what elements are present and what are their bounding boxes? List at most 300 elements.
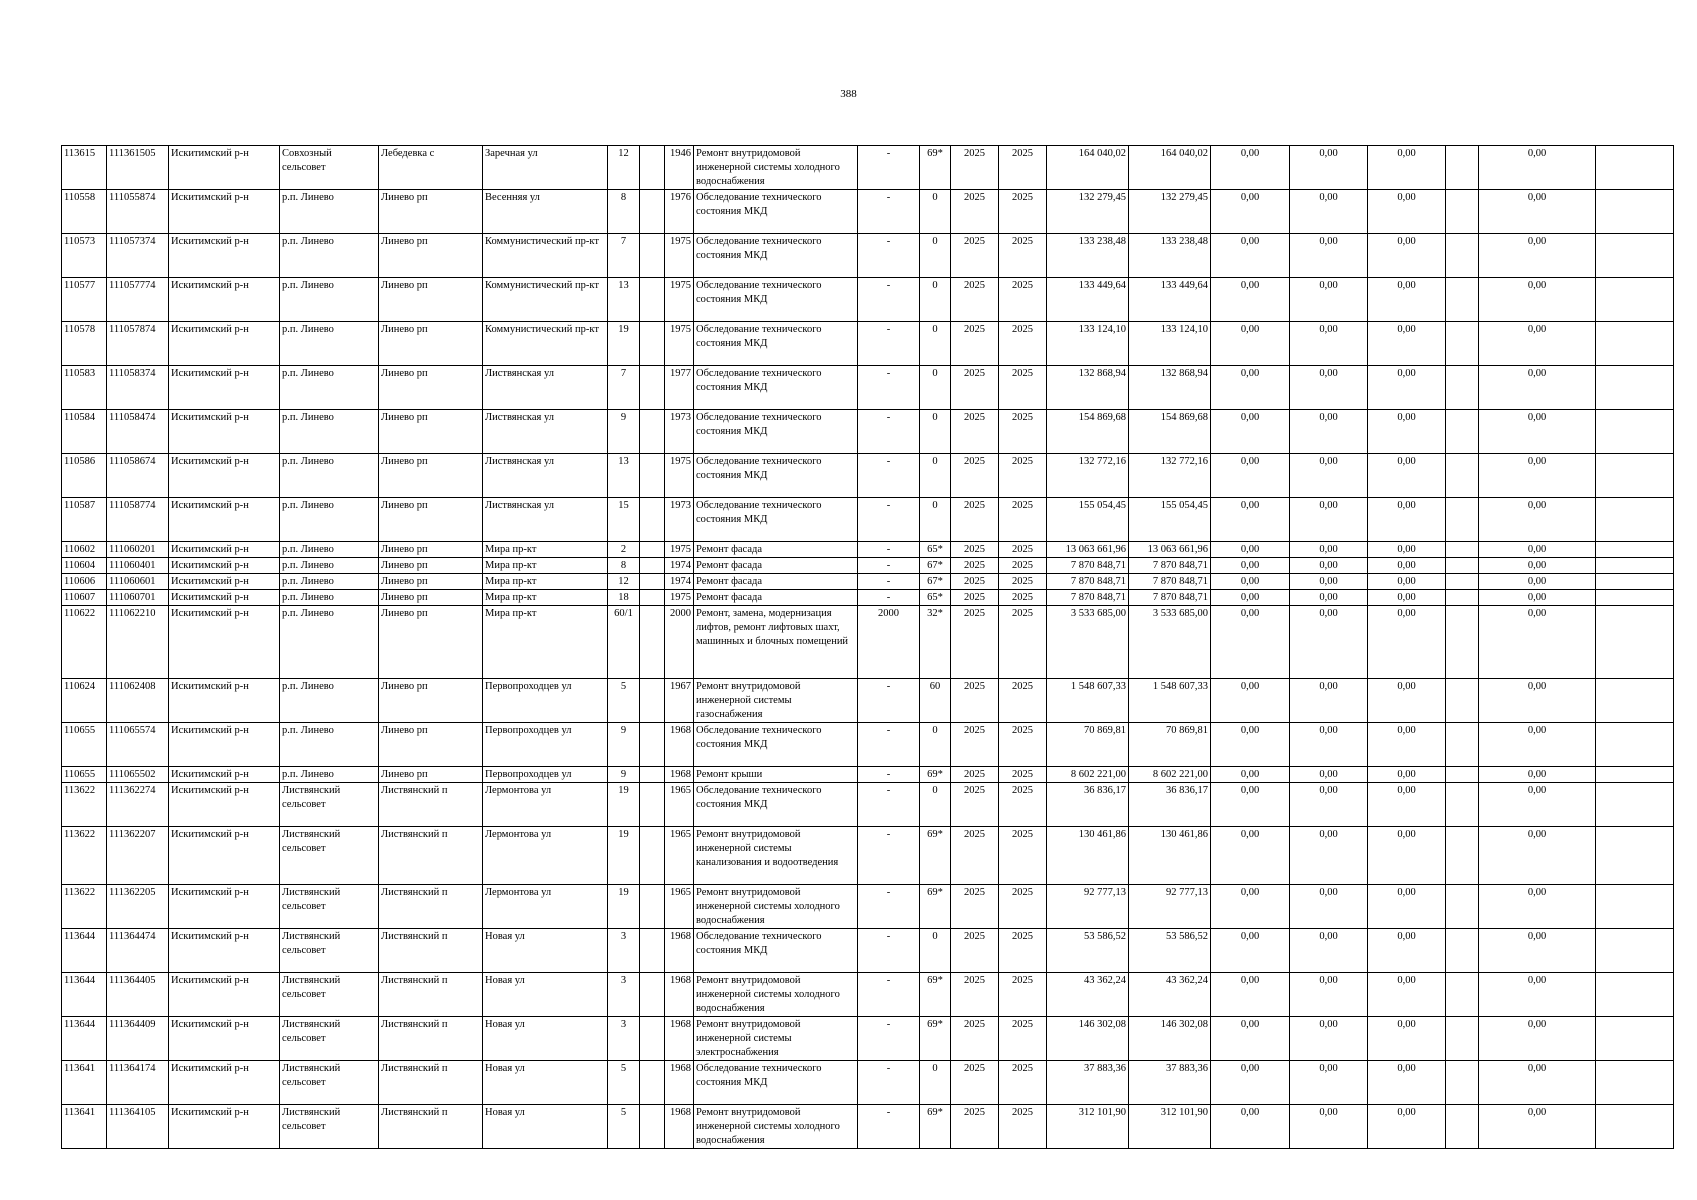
cell-street: Листвянская ул bbox=[483, 454, 608, 498]
cell-building bbox=[640, 498, 665, 542]
cell-house-id: 113622 bbox=[62, 827, 107, 885]
cell-house-number: 19 bbox=[608, 783, 640, 827]
cell-street: Новая ул bbox=[483, 1061, 608, 1105]
table-row bbox=[62, 542, 1674, 558]
cell-tail bbox=[1596, 542, 1674, 558]
cell-cost-5: 0,00 bbox=[1479, 146, 1596, 190]
cell-house-id: 110607 bbox=[62, 590, 107, 606]
cell-tail bbox=[1596, 679, 1674, 723]
cell-building bbox=[640, 827, 665, 885]
cell-year-from: 2025 bbox=[951, 679, 999, 723]
cell-district: Искитимский р-н bbox=[169, 542, 280, 558]
cell-cost-4: 0,00 bbox=[1368, 1061, 1446, 1105]
cell-house-number: 7 bbox=[608, 366, 640, 410]
cell-cost-3: 0,00 bbox=[1290, 767, 1368, 783]
cell-municipality: Листвянский сельсовет bbox=[280, 1105, 379, 1149]
cell-house-number: 19 bbox=[608, 827, 640, 885]
cell-cost-2: 0,00 bbox=[1211, 234, 1290, 278]
cell-work-type: Обследование технического состояния МКД bbox=[694, 723, 858, 767]
cell-building bbox=[640, 234, 665, 278]
cell-building bbox=[640, 366, 665, 410]
cell-wear-percent: 67* bbox=[920, 574, 951, 590]
cell-cost-3: 0,00 bbox=[1290, 366, 1368, 410]
cell-year-built: 1975 bbox=[665, 590, 694, 606]
cell-tail bbox=[1596, 973, 1674, 1017]
cell-work-id: 111058774 bbox=[107, 498, 169, 542]
cell-blank bbox=[1446, 146, 1479, 190]
cell-cost-2: 0,00 bbox=[1211, 767, 1290, 783]
cell-building bbox=[640, 1061, 665, 1105]
cell-settlement: Листвянский п bbox=[379, 827, 483, 885]
cell-house-number: 3 bbox=[608, 973, 640, 1017]
cell-work-type: Обследование технического состояния МКД bbox=[694, 410, 858, 454]
cell-building bbox=[640, 574, 665, 590]
cell-year-from: 2025 bbox=[951, 454, 999, 498]
cell-blank bbox=[1446, 1061, 1479, 1105]
cell-year-to: 2025 bbox=[999, 558, 1047, 574]
cell-cost-4: 0,00 bbox=[1368, 542, 1446, 558]
cell-cost-4: 0,00 bbox=[1368, 322, 1446, 366]
cell-municipality: р.п. Линево bbox=[280, 590, 379, 606]
cell-total-cost: 133 124,10 bbox=[1047, 322, 1129, 366]
cell-district: Искитимский р-н bbox=[169, 1061, 280, 1105]
cell-work-id: 111058674 bbox=[107, 454, 169, 498]
cell-cost-3: 0,00 bbox=[1290, 454, 1368, 498]
cell-year-built: 1975 bbox=[665, 234, 694, 278]
cell-work-type: Ремонт фасада bbox=[694, 542, 858, 558]
cell-work-id: 111361505 bbox=[107, 146, 169, 190]
cell-cost-3: 0,00 bbox=[1290, 498, 1368, 542]
cell-work-id: 111060201 bbox=[107, 542, 169, 558]
cell-wear-percent: 0 bbox=[920, 190, 951, 234]
cell-year-from: 2025 bbox=[951, 190, 999, 234]
cell-work-type: Обследование технического состояния МКД bbox=[694, 454, 858, 498]
table-row bbox=[62, 366, 1674, 410]
cell-building bbox=[640, 1017, 665, 1061]
cell-cost-4: 0,00 bbox=[1368, 606, 1446, 679]
cell-work-id: 111055874 bbox=[107, 190, 169, 234]
cell-settlement: Листвянский п bbox=[379, 929, 483, 973]
cell-house-number: 2 bbox=[608, 542, 640, 558]
cell-district: Искитимский р-н bbox=[169, 590, 280, 606]
cell-building bbox=[640, 190, 665, 234]
table-row bbox=[62, 574, 1674, 590]
cell-year-to: 2025 bbox=[999, 190, 1047, 234]
cell-year-to: 2025 bbox=[999, 234, 1047, 278]
cell-cost-fund: 164 040,02 bbox=[1129, 146, 1211, 190]
cell-cost-fund: 13 063 661,96 bbox=[1129, 542, 1211, 558]
cell-year-from: 2025 bbox=[951, 885, 999, 929]
cell-year-built: 1975 bbox=[665, 454, 694, 498]
cell-year-built: 1975 bbox=[665, 322, 694, 366]
cell-lift-year: - bbox=[858, 1105, 920, 1149]
cell-municipality: Листвянский сельсовет bbox=[280, 929, 379, 973]
cell-year-built: 1968 bbox=[665, 767, 694, 783]
cell-year-built: 1965 bbox=[665, 827, 694, 885]
cell-municipality: Листвянский сельсовет bbox=[280, 783, 379, 827]
cell-cost-4: 0,00 bbox=[1368, 190, 1446, 234]
cell-house-number: 9 bbox=[608, 767, 640, 783]
cell-district: Искитимский р-н bbox=[169, 973, 280, 1017]
cell-district: Искитимский р-н bbox=[169, 1105, 280, 1149]
cell-total-cost: 1 548 607,33 bbox=[1047, 679, 1129, 723]
cell-house-id: 113644 bbox=[62, 929, 107, 973]
cell-cost-4: 0,00 bbox=[1368, 723, 1446, 767]
cell-house-number: 8 bbox=[608, 558, 640, 574]
cell-year-from: 2025 bbox=[951, 1017, 999, 1061]
table-row bbox=[62, 827, 1674, 885]
cell-tail bbox=[1596, 410, 1674, 454]
cell-blank bbox=[1446, 723, 1479, 767]
cell-municipality: Совхозный сельсовет bbox=[280, 146, 379, 190]
cell-cost-fund: 92 777,13 bbox=[1129, 885, 1211, 929]
cell-wear-percent: 60 bbox=[920, 679, 951, 723]
cell-year-from: 2025 bbox=[951, 558, 999, 574]
cell-year-from: 2025 bbox=[951, 606, 999, 679]
cell-cost-5: 0,00 bbox=[1479, 783, 1596, 827]
cell-work-id: 111060601 bbox=[107, 574, 169, 590]
cell-cost-5: 0,00 bbox=[1479, 1017, 1596, 1061]
cell-total-cost: 133 449,64 bbox=[1047, 278, 1129, 322]
table-row bbox=[62, 1017, 1674, 1061]
table-row bbox=[62, 973, 1674, 1017]
cell-cost-fund: 43 362,24 bbox=[1129, 973, 1211, 1017]
cell-cost-5: 0,00 bbox=[1479, 190, 1596, 234]
cell-wear-percent: 0 bbox=[920, 783, 951, 827]
cell-wear-percent: 69* bbox=[920, 1017, 951, 1061]
cell-total-cost: 133 238,48 bbox=[1047, 234, 1129, 278]
cell-year-to: 2025 bbox=[999, 454, 1047, 498]
cell-tail bbox=[1596, 1017, 1674, 1061]
cell-cost-3: 0,00 bbox=[1290, 234, 1368, 278]
cell-year-to: 2025 bbox=[999, 1105, 1047, 1149]
cell-total-cost: 8 602 221,00 bbox=[1047, 767, 1129, 783]
cell-street: Лермонтова ул bbox=[483, 827, 608, 885]
cell-settlement: Линево рп bbox=[379, 679, 483, 723]
cell-blank bbox=[1446, 606, 1479, 679]
cell-cost-2: 0,00 bbox=[1211, 827, 1290, 885]
cell-year-built: 1946 bbox=[665, 146, 694, 190]
cell-municipality: Листвянский сельсовет bbox=[280, 885, 379, 929]
cell-cost-2: 0,00 bbox=[1211, 885, 1290, 929]
cell-house-number: 60/1 bbox=[608, 606, 640, 679]
cell-cost-fund: 7 870 848,71 bbox=[1129, 558, 1211, 574]
cell-cost-3: 0,00 bbox=[1290, 558, 1368, 574]
cell-wear-percent: 69* bbox=[920, 1105, 951, 1149]
cell-settlement: Линево рп bbox=[379, 723, 483, 767]
cell-district: Искитимский р-н bbox=[169, 278, 280, 322]
cell-cost-fund: 70 869,81 bbox=[1129, 723, 1211, 767]
cell-house-number: 9 bbox=[608, 410, 640, 454]
cell-tail bbox=[1596, 454, 1674, 498]
cell-cost-4: 0,00 bbox=[1368, 146, 1446, 190]
cell-cost-2: 0,00 bbox=[1211, 322, 1290, 366]
cell-tail bbox=[1596, 146, 1674, 190]
cell-settlement: Линево рп bbox=[379, 542, 483, 558]
cell-street: Листвянская ул bbox=[483, 366, 608, 410]
cell-tail bbox=[1596, 1105, 1674, 1149]
cell-cost-2: 0,00 bbox=[1211, 1105, 1290, 1149]
cell-house-id: 113641 bbox=[62, 1105, 107, 1149]
cell-year-built: 1974 bbox=[665, 558, 694, 574]
cell-street: Мира пр-кт bbox=[483, 574, 608, 590]
cell-house-id: 113622 bbox=[62, 783, 107, 827]
cell-year-built: 1973 bbox=[665, 410, 694, 454]
cell-wear-percent: 0 bbox=[920, 366, 951, 410]
cell-cost-4: 0,00 bbox=[1368, 498, 1446, 542]
cell-cost-fund: 37 883,36 bbox=[1129, 1061, 1211, 1105]
cell-year-to: 2025 bbox=[999, 885, 1047, 929]
cell-cost-2: 0,00 bbox=[1211, 1017, 1290, 1061]
cell-tail bbox=[1596, 190, 1674, 234]
cell-cost-5: 0,00 bbox=[1479, 366, 1596, 410]
cell-municipality: р.п. Линево bbox=[280, 558, 379, 574]
cell-settlement: Линево рп bbox=[379, 574, 483, 590]
cell-lift-year: - bbox=[858, 723, 920, 767]
cell-year-from: 2025 bbox=[951, 827, 999, 885]
cell-work-type: Ремонт внутридомовой инженерной системы холодного водоснабжения bbox=[694, 973, 858, 1017]
cell-total-cost: 132 772,16 bbox=[1047, 454, 1129, 498]
cell-year-from: 2025 bbox=[951, 234, 999, 278]
cell-lift-year: - bbox=[858, 322, 920, 366]
cell-cost-2: 0,00 bbox=[1211, 190, 1290, 234]
cell-lift-year: - bbox=[858, 410, 920, 454]
cell-municipality: р.п. Линево bbox=[280, 723, 379, 767]
cell-municipality: р.п. Линево bbox=[280, 498, 379, 542]
cell-street: Первопроходцев ул bbox=[483, 679, 608, 723]
cell-year-from: 2025 bbox=[951, 146, 999, 190]
cell-building bbox=[640, 146, 665, 190]
cell-district: Искитимский р-н bbox=[169, 606, 280, 679]
cell-blank bbox=[1446, 679, 1479, 723]
cell-cost-4: 0,00 bbox=[1368, 1105, 1446, 1149]
cell-total-cost: 146 302,08 bbox=[1047, 1017, 1129, 1061]
cell-blank bbox=[1446, 1017, 1479, 1061]
cell-house-number: 7 bbox=[608, 234, 640, 278]
cell-municipality: р.п. Линево bbox=[280, 454, 379, 498]
cell-year-to: 2025 bbox=[999, 366, 1047, 410]
cell-total-cost: 70 869,81 bbox=[1047, 723, 1129, 767]
cell-cost-2: 0,00 bbox=[1211, 410, 1290, 454]
cell-cost-5: 0,00 bbox=[1479, 973, 1596, 1017]
cell-cost-3: 0,00 bbox=[1290, 783, 1368, 827]
cell-work-type: Ремонт фасада bbox=[694, 590, 858, 606]
cell-municipality: р.п. Линево bbox=[280, 410, 379, 454]
cell-municipality: р.п. Линево bbox=[280, 322, 379, 366]
cell-settlement: Линево рп bbox=[379, 322, 483, 366]
table-row bbox=[62, 558, 1674, 574]
cell-house-id: 113644 bbox=[62, 1017, 107, 1061]
cell-year-built: 1975 bbox=[665, 542, 694, 558]
cell-total-cost: 154 869,68 bbox=[1047, 410, 1129, 454]
cell-year-to: 2025 bbox=[999, 723, 1047, 767]
table-row bbox=[62, 679, 1674, 723]
cell-total-cost: 132 279,45 bbox=[1047, 190, 1129, 234]
cell-municipality: р.п. Линево bbox=[280, 542, 379, 558]
cell-blank bbox=[1446, 278, 1479, 322]
cell-building bbox=[640, 454, 665, 498]
cell-wear-percent: 69* bbox=[920, 885, 951, 929]
cell-house-id: 110578 bbox=[62, 322, 107, 366]
cell-cost-3: 0,00 bbox=[1290, 973, 1368, 1017]
cell-blank bbox=[1446, 558, 1479, 574]
table-row bbox=[62, 783, 1674, 827]
table-row bbox=[62, 234, 1674, 278]
cell-municipality: р.п. Линево bbox=[280, 767, 379, 783]
cell-total-cost: 7 870 848,71 bbox=[1047, 574, 1129, 590]
cell-blank bbox=[1446, 542, 1479, 558]
cell-work-id: 111057374 bbox=[107, 234, 169, 278]
cell-wear-percent: 0 bbox=[920, 322, 951, 366]
cell-tail bbox=[1596, 590, 1674, 606]
cell-cost-fund: 146 302,08 bbox=[1129, 1017, 1211, 1061]
cell-settlement: Линево рп bbox=[379, 590, 483, 606]
table-row bbox=[62, 885, 1674, 929]
cell-lift-year: - bbox=[858, 929, 920, 973]
cell-lift-year: - bbox=[858, 973, 920, 1017]
cell-year-to: 2025 bbox=[999, 929, 1047, 973]
cell-cost-fund: 8 602 221,00 bbox=[1129, 767, 1211, 783]
cell-cost-5: 0,00 bbox=[1479, 1105, 1596, 1149]
table-row bbox=[62, 767, 1674, 783]
cell-work-type: Обследование технического состояния МКД bbox=[694, 278, 858, 322]
cell-wear-percent: 32* bbox=[920, 606, 951, 679]
cell-work-type: Обследование технического состояния МКД bbox=[694, 498, 858, 542]
cell-year-built: 1967 bbox=[665, 679, 694, 723]
cell-total-cost: 43 362,24 bbox=[1047, 973, 1129, 1017]
cell-wear-percent: 0 bbox=[920, 410, 951, 454]
cell-blank bbox=[1446, 234, 1479, 278]
cell-cost-2: 0,00 bbox=[1211, 973, 1290, 1017]
cell-cost-fund: 132 279,45 bbox=[1129, 190, 1211, 234]
cell-house-id: 113615 bbox=[62, 146, 107, 190]
cell-total-cost: 53 586,52 bbox=[1047, 929, 1129, 973]
table-row bbox=[62, 590, 1674, 606]
cell-cost-3: 0,00 bbox=[1290, 146, 1368, 190]
cell-work-id: 111065502 bbox=[107, 767, 169, 783]
cell-house-number: 5 bbox=[608, 1061, 640, 1105]
table-body bbox=[62, 146, 1674, 1149]
cell-cost-3: 0,00 bbox=[1290, 322, 1368, 366]
cell-year-to: 2025 bbox=[999, 498, 1047, 542]
cell-municipality: Листвянский сельсовет bbox=[280, 827, 379, 885]
cell-total-cost: 312 101,90 bbox=[1047, 1105, 1129, 1149]
page-number: 388 bbox=[840, 88, 857, 100]
cell-street: Коммунистический пр-кт bbox=[483, 322, 608, 366]
cell-street: Коммунистический пр-кт bbox=[483, 234, 608, 278]
cell-year-built: 1965 bbox=[665, 783, 694, 827]
cell-year-built: 1974 bbox=[665, 574, 694, 590]
cell-house-number: 18 bbox=[608, 590, 640, 606]
cell-district: Искитимский р-н bbox=[169, 885, 280, 929]
cell-district: Искитимский р-н bbox=[169, 454, 280, 498]
table-row bbox=[62, 278, 1674, 322]
cell-year-built: 1968 bbox=[665, 1105, 694, 1149]
cell-wear-percent: 65* bbox=[920, 590, 951, 606]
cell-cost-4: 0,00 bbox=[1368, 679, 1446, 723]
cell-tail bbox=[1596, 1061, 1674, 1105]
cell-house-id: 110624 bbox=[62, 679, 107, 723]
cell-work-type: Обследование технического состояния МКД bbox=[694, 783, 858, 827]
cell-wear-percent: 67* bbox=[920, 558, 951, 574]
cell-street: Мира пр-кт bbox=[483, 558, 608, 574]
cell-house-number: 12 bbox=[608, 574, 640, 590]
cell-building bbox=[640, 783, 665, 827]
cell-year-built: 1977 bbox=[665, 366, 694, 410]
cell-lift-year: - bbox=[858, 234, 920, 278]
cell-year-to: 2025 bbox=[999, 1017, 1047, 1061]
cell-work-id: 111058374 bbox=[107, 366, 169, 410]
cell-cost-2: 0,00 bbox=[1211, 606, 1290, 679]
cell-tail bbox=[1596, 574, 1674, 590]
cell-year-from: 2025 bbox=[951, 1061, 999, 1105]
cell-tail bbox=[1596, 723, 1674, 767]
cell-district: Искитимский р-н bbox=[169, 783, 280, 827]
cell-settlement: Линево рп bbox=[379, 558, 483, 574]
cell-wear-percent: 0 bbox=[920, 454, 951, 498]
cell-district: Искитимский р-н bbox=[169, 498, 280, 542]
cell-cost-4: 0,00 bbox=[1368, 410, 1446, 454]
cell-cost-fund: 7 870 848,71 bbox=[1129, 590, 1211, 606]
cell-blank bbox=[1446, 410, 1479, 454]
cell-blank bbox=[1446, 454, 1479, 498]
cell-total-cost: 13 063 661,96 bbox=[1047, 542, 1129, 558]
cell-work-id: 111058474 bbox=[107, 410, 169, 454]
cell-year-from: 2025 bbox=[951, 783, 999, 827]
cell-year-built: 1975 bbox=[665, 278, 694, 322]
cell-work-id: 111364105 bbox=[107, 1105, 169, 1149]
table-row bbox=[62, 929, 1674, 973]
cell-settlement: Линево рп bbox=[379, 410, 483, 454]
cell-total-cost: 164 040,02 bbox=[1047, 146, 1129, 190]
cell-cost-5: 0,00 bbox=[1479, 498, 1596, 542]
cell-district: Искитимский р-н bbox=[169, 410, 280, 454]
table-row bbox=[62, 410, 1674, 454]
cell-year-from: 2025 bbox=[951, 1105, 999, 1149]
cell-cost-2: 0,00 bbox=[1211, 558, 1290, 574]
cell-cost-5: 0,00 bbox=[1479, 558, 1596, 574]
cell-building bbox=[640, 558, 665, 574]
cell-wear-percent: 0 bbox=[920, 498, 951, 542]
cell-building bbox=[640, 542, 665, 558]
cell-settlement: Линево рп bbox=[379, 606, 483, 679]
cell-cost-3: 0,00 bbox=[1290, 679, 1368, 723]
cell-street: Мира пр-кт bbox=[483, 542, 608, 558]
cell-street: Новая ул bbox=[483, 1105, 608, 1149]
cell-settlement: Линево рп bbox=[379, 366, 483, 410]
cell-cost-fund: 130 461,86 bbox=[1129, 827, 1211, 885]
cell-cost-3: 0,00 bbox=[1290, 929, 1368, 973]
cell-lift-year: - bbox=[858, 454, 920, 498]
cell-work-id: 111362207 bbox=[107, 827, 169, 885]
cell-lift-year: - bbox=[858, 278, 920, 322]
cell-cost-2: 0,00 bbox=[1211, 454, 1290, 498]
cell-wear-percent: 69* bbox=[920, 767, 951, 783]
cell-year-from: 2025 bbox=[951, 410, 999, 454]
cell-district: Искитимский р-н bbox=[169, 574, 280, 590]
cell-house-id: 113622 bbox=[62, 885, 107, 929]
cell-lift-year: - bbox=[858, 558, 920, 574]
cell-lift-year: - bbox=[858, 542, 920, 558]
cell-building bbox=[640, 590, 665, 606]
cell-work-type: Ремонт фасада bbox=[694, 574, 858, 590]
cell-cost-4: 0,00 bbox=[1368, 234, 1446, 278]
cell-year-to: 2025 bbox=[999, 679, 1047, 723]
cell-year-built: 1965 bbox=[665, 885, 694, 929]
cell-work-type: Ремонт внутридомовой инженерной системы газоснабжения bbox=[694, 679, 858, 723]
cell-cost-4: 0,00 bbox=[1368, 590, 1446, 606]
cell-cost-fund: 1 548 607,33 bbox=[1129, 679, 1211, 723]
